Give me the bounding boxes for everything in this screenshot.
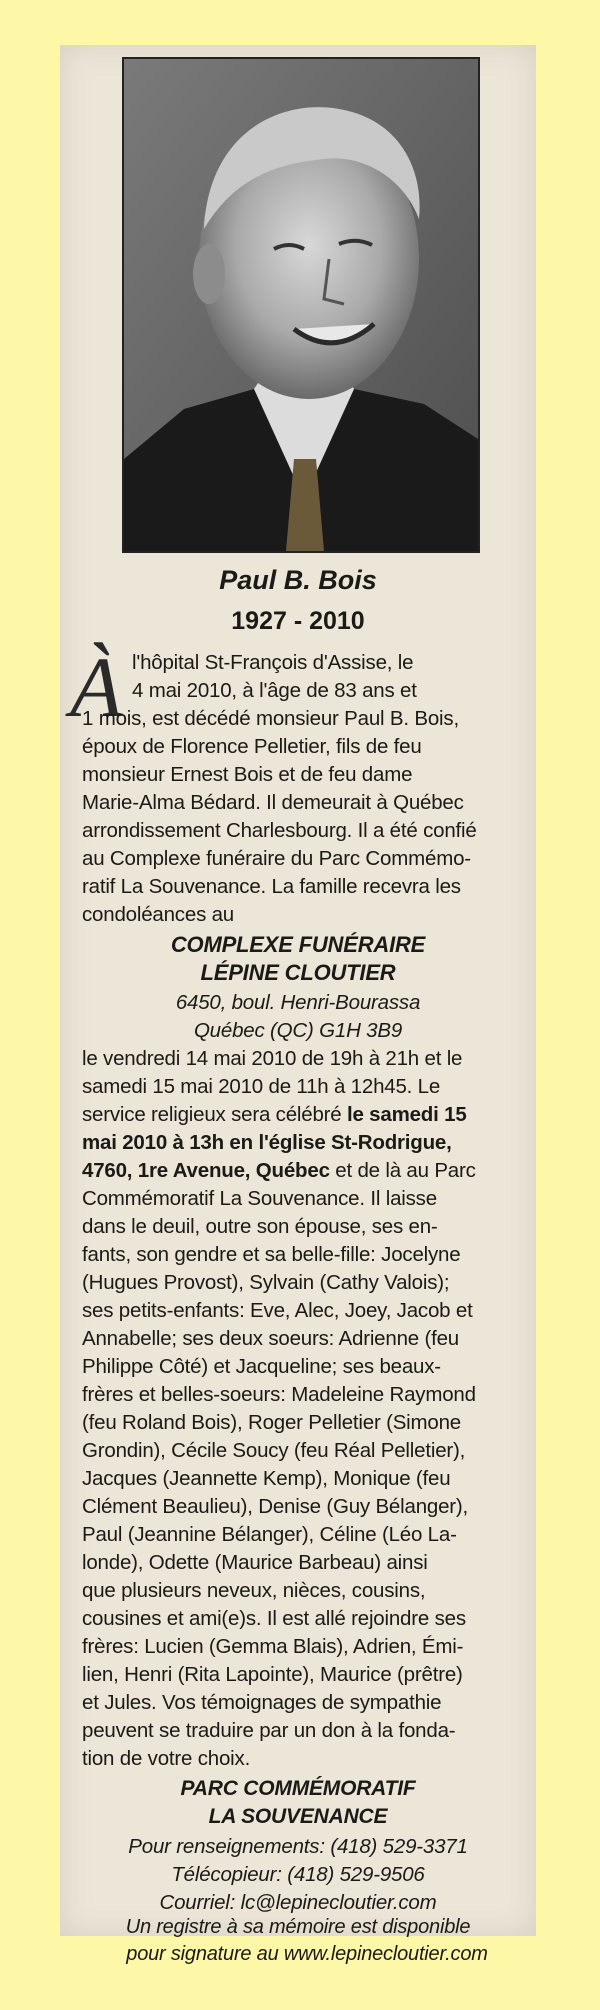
funeral-home-name: COMPLEXE FUNÉRAIRE	[170, 932, 426, 957]
service-text: et de là au Parc	[329, 1159, 476, 1182]
intro-line: ratif La Souvenance. La famille recevra les	[82, 875, 461, 898]
intro-line: arrondissement Charlesbourg. Il a été confié	[82, 819, 477, 842]
body-line: tion de votre choix.	[82, 1747, 251, 1770]
intro-line: Marie-Alma Bédard. Il demeurait à Québec	[82, 791, 464, 814]
funeral-home-name: LÉPINE CLOUTIER	[200, 960, 396, 985]
body-line: ses petits-enfants: Eve, Alec, Joey, Jacob et	[82, 1299, 473, 1322]
life-years: 1927 - 2010	[231, 607, 365, 635]
body-line: lien, Henri (Rita Lapointe), Maurice (prêtre)	[82, 1663, 463, 1686]
park-name: PARC COMMÉMORATIF	[180, 1777, 416, 1800]
body-line: Annabelle; ses deux soeurs: Adrienne (feu	[82, 1327, 459, 1350]
body-line: londe), Odette (Maurice Barbeau) ainsi	[82, 1551, 428, 1574]
body-line: Grondin), Cécile Soucy (feu Réal Pelletier),	[82, 1439, 466, 1462]
intro-line: au Complexe funéraire du Parc Commémo-	[82, 847, 471, 870]
drop-cap-letter: À	[70, 639, 123, 735]
body-line: Clément Beaulieu), Denise (Guy Bélanger),	[82, 1495, 469, 1518]
intro-line: condoléances au	[82, 903, 235, 926]
body-line: peuvent se traduire par un don à la fonda-	[82, 1719, 456, 1742]
body-line: Jacques (Jeannette Kemp), Monique (feu	[82, 1467, 451, 1490]
intro-line: 1 mois, est décédé monsieur Paul B. Bois,	[82, 707, 459, 730]
portrait-photo	[122, 57, 480, 553]
registry-line: Un registre à sa mémoire est disponible	[125, 1916, 471, 1938]
intro-line: l'hôpital St-François d'Assise, le	[132, 651, 414, 674]
body-line: dans le deuil, outre son épouse, ses en-	[82, 1215, 438, 1238]
body-line: et Jules. Vos témoignages de sympathie	[82, 1691, 442, 1714]
service-line	[82, 1157, 476, 1185]
funeral-home-address: Québec (QC) G1H 3B9	[193, 1019, 403, 1042]
deceased-name: Paul B. Bois	[219, 565, 377, 595]
obituary-clipping	[60, 45, 536, 1936]
intro-line: époux de Florence Pelletier, fils de feu	[82, 735, 422, 758]
church-address: 4760, 1re Avenue, Québec	[82, 1159, 330, 1182]
body-line: cousines et ami(e)s. Il est allé rejoindre ses	[82, 1607, 466, 1630]
service-text: service religieux sera célébré	[82, 1103, 347, 1126]
info-fax: Télécopieur: (418) 529-9506	[171, 1863, 425, 1886]
body-line: (feu Roland Bois), Roger Pelletier (Simone	[82, 1411, 461, 1434]
funeral-home-address: 6450, boul. Henri-Bourassa	[175, 991, 421, 1014]
visitation-line: samedi 15 mai 2010 de 11h à 12h45. Le	[82, 1075, 441, 1098]
body-line: que plusieurs neveux, nièces, cousins,	[82, 1579, 426, 1602]
service-line: mai 2010 à 13h en l'église St-Rodrigue,	[82, 1131, 452, 1154]
body-line: frères: Lucien (Gemma Blais), Adrien, Émi-	[82, 1635, 464, 1658]
service-date: le samedi 15	[346, 1103, 467, 1126]
body-line: Philippe Côté) et Jacqueline; ses beaux-	[82, 1355, 441, 1378]
intro-line: monsieur Ernest Bois et de feu dame	[82, 763, 413, 786]
park-name: LA SOUVENANCE	[208, 1805, 388, 1828]
intro-line: 4 mai 2010, à l'âge de 83 ans et	[132, 679, 417, 702]
body-line: fants, son gendre et sa belle-fille: Jocelyne	[82, 1243, 461, 1266]
info-email: Courriel: lc@lepinecloutier.com	[159, 1891, 437, 1914]
registry-line: pour signature au www.lepinecloutier.com	[126, 1943, 488, 1965]
body-line: Paul (Jeannine Bélanger), Céline (Léo La-	[82, 1523, 457, 1546]
visitation-line: le vendredi 14 mai 2010 de 19h à 21h et le	[82, 1047, 463, 1070]
body-line: Commémoratif La Souvenance. Il laisse	[82, 1187, 437, 1210]
info-phone: Pour renseignements: (418) 529-3371	[128, 1835, 468, 1858]
portrait-image	[124, 59, 478, 551]
service-line	[82, 1101, 467, 1129]
body-line: (Hugues Provost), Sylvain (Cathy Valois);	[82, 1271, 450, 1294]
body-line: frères et belles-soeurs: Madeleine Raymond	[82, 1383, 476, 1406]
